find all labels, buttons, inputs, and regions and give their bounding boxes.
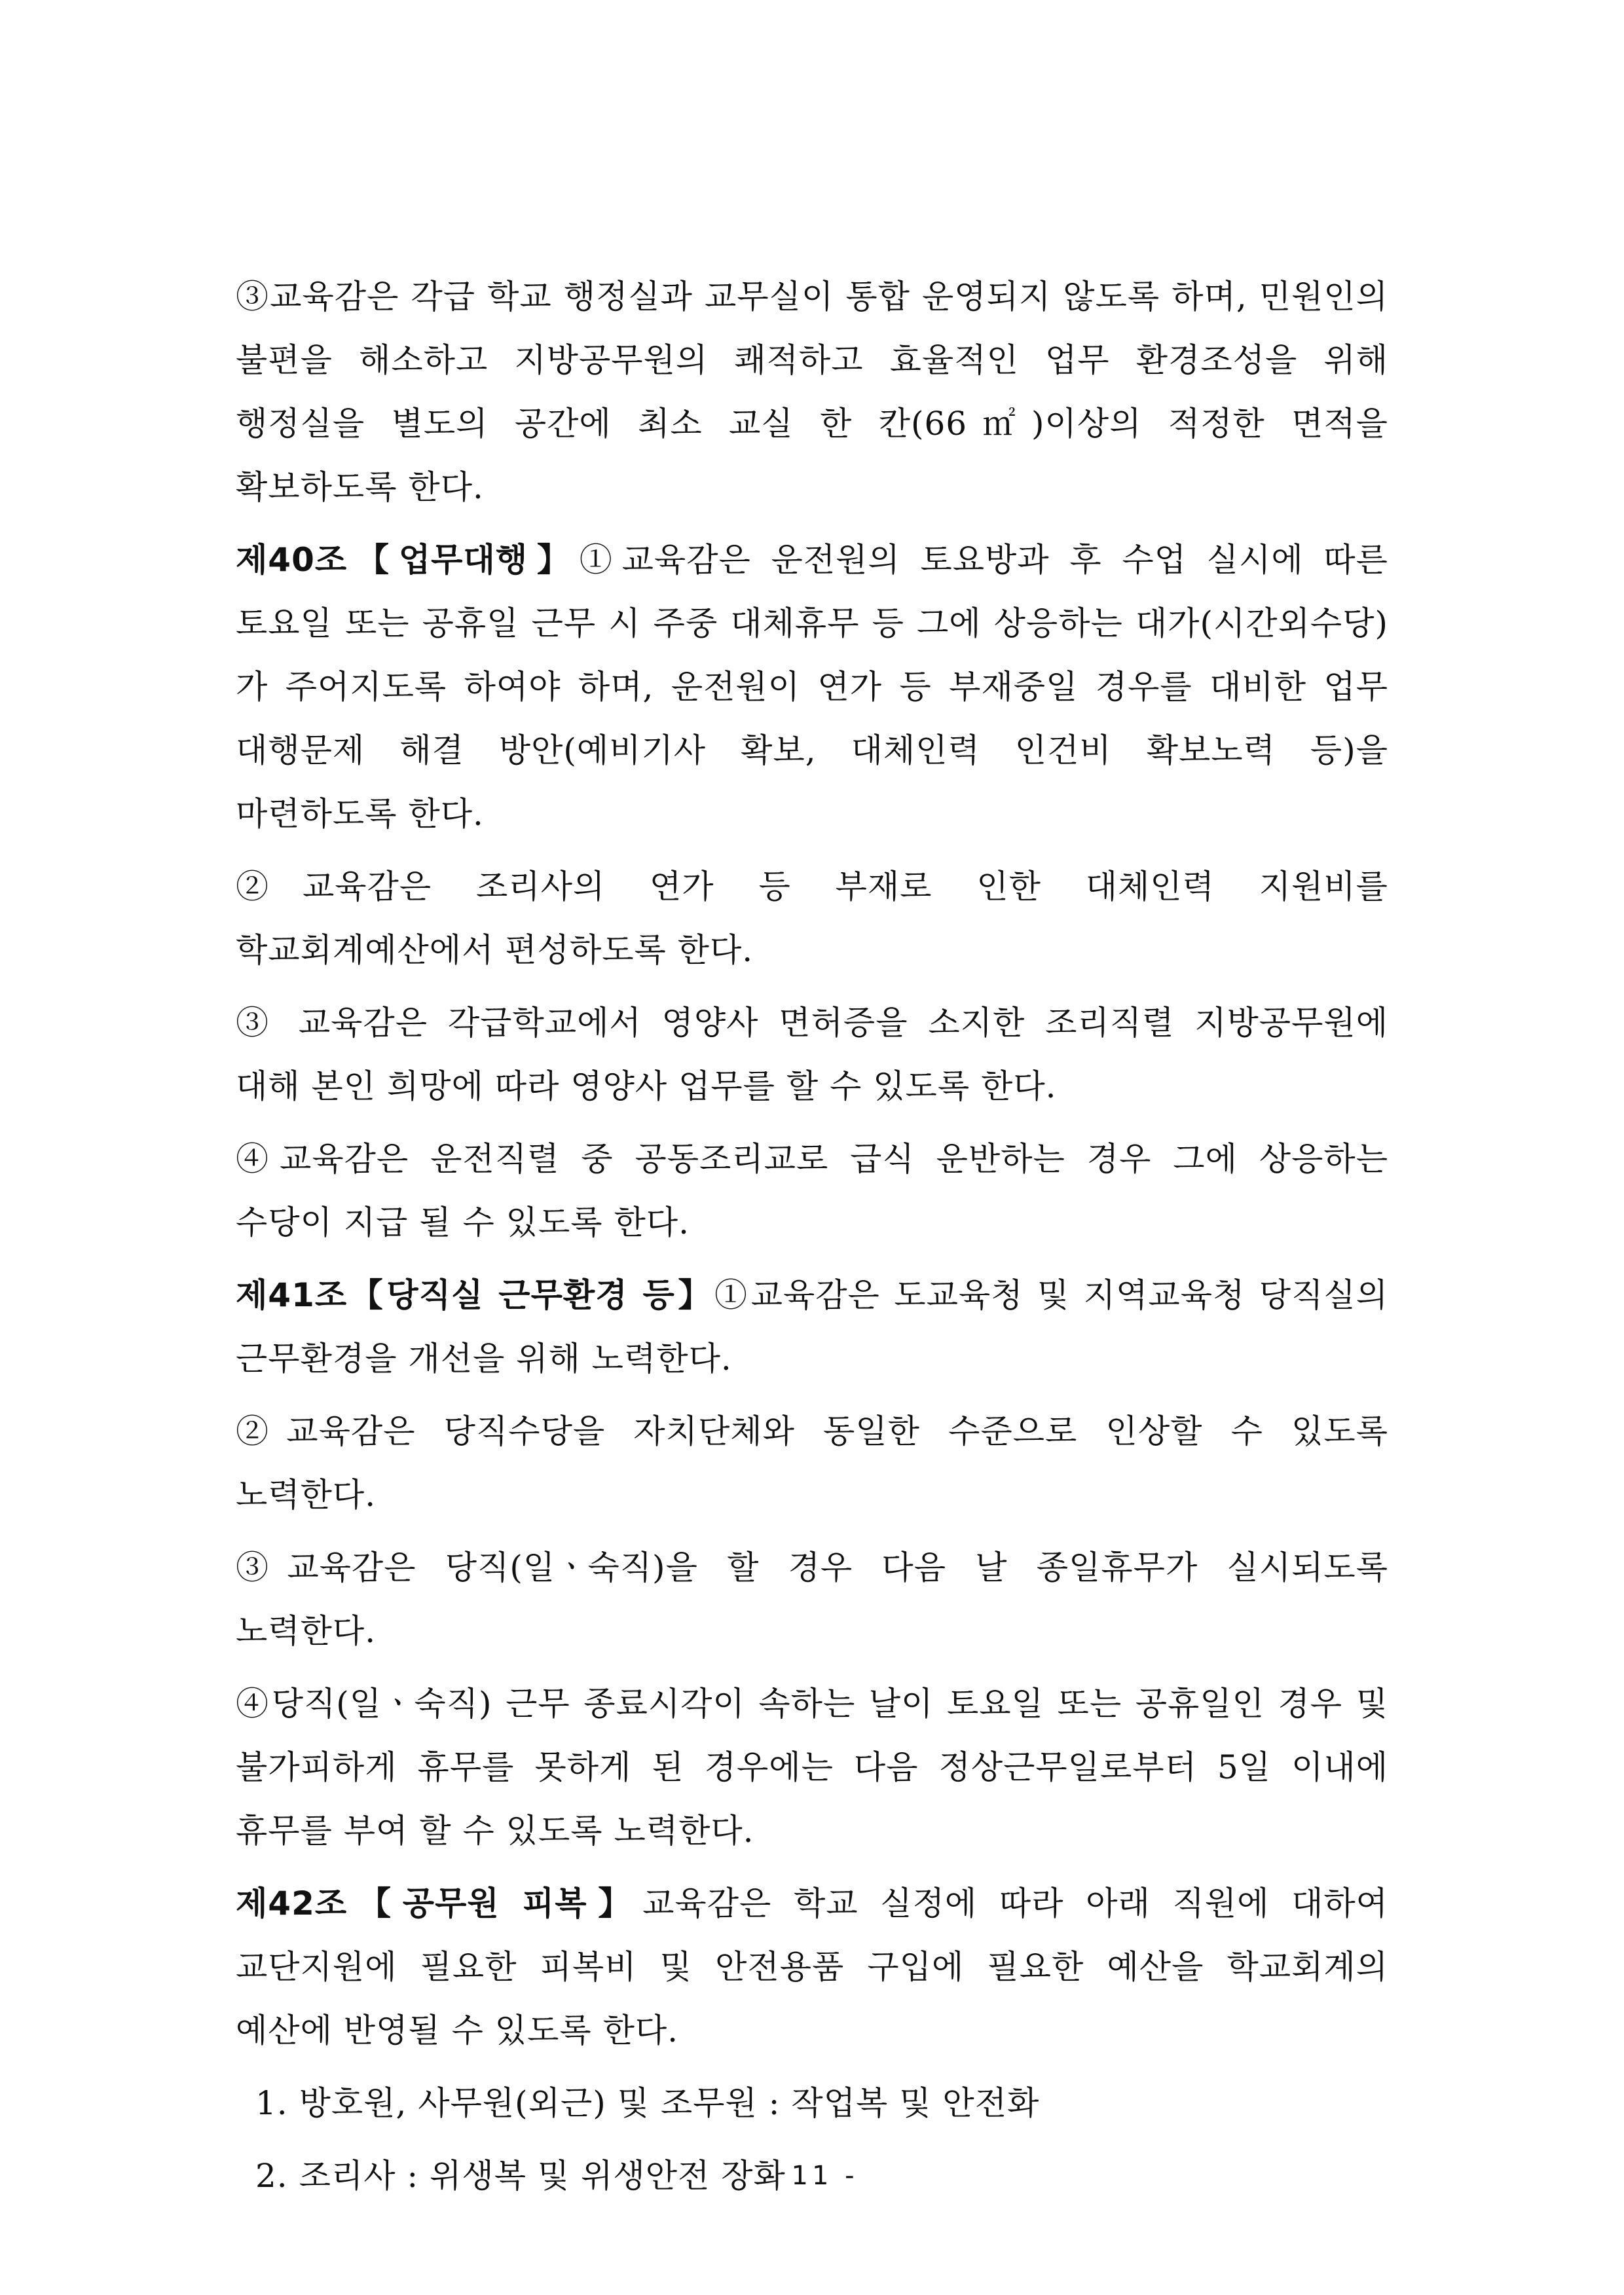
paragraph-article40-2 [236,855,1388,982]
article-number: 제41조 [236,1276,348,1314]
paragraph-text: ③교육감은 당직(일ㆍ숙직)을 할 경우 다음 날 종일휴무가 실시되도록 노력한다. [236,1549,1388,1650]
paragraph-article40-4 [236,1128,1388,1255]
paragraph-text: ②교육감은 당직수당을 자치단체와 동일한 수준으로 인상할 수 있도록 노력한다. [236,1412,1388,1514]
paragraph-text: ③ 교육감은 각급학교에서 영양사 면허증을 소지한 조리직렬 지방공무원에 대해 본인 희망에 따라 영양사 업무를 할 수 있도록 한다. [236,1004,1388,1105]
paragraph-article41-4 [236,1672,1388,1863]
paragraph-article42 [236,1872,1388,2063]
paragraph-article41-1 [236,1264,1388,1391]
article-number: 제42조 [236,1884,348,1922]
paragraph-article40-3 [236,991,1388,1118]
article-title: 【공무원 피복】 [347,1884,643,1922]
paragraph-article40-1 [236,528,1388,846]
document-body [236,265,1388,2217]
paragraph-article39-3 [236,265,1388,519]
paragraph-text: ④교육감은 운전직렬 중 공동조리교로 급식 운반하는 경우 그에 상응하는 수당이 지급 될 수 있도록 한다. [236,1140,1388,1241]
paragraph-article41-2 [236,1400,1388,1527]
paragraph-text: ②교육감은 조리사의 연가 등 부재로 인한 대체인력 지원비를 학교회계예산에서 편성하도록 한다. [236,868,1388,969]
paragraph-text: ①교육감은 운전원의 토요방과 후 수업 실시에 따른 토요일 또는 공휴일 근무 시 주중 대체휴무 등 그에 상응하는 대가(시간외수당)가 주어지도록 하여야 하며, 운전원이 연가 등 부재중일 경우를 대비한 업무 대행문제 해결 방안(예비기사 확보, 대체인력 인건비 확보노력 등)을 마련하도록 한다. [236,541,1388,833]
article-title: 【당직실 근무환경 등】 [347,1276,715,1314]
paragraph-text: ③교육감은 각급 학교 행정실과 교무실이 통합 운영되지 않도록 하며, 민원인의 불편을 해소하고 지방공무원의 쾌적하고 효율적인 업무 환경조성을 위해 행정실을 별도의 공간에 최소 교실 한 칸(66㎡)이상의 적정한 면적을 확보하도록 한다. [236,278,1388,506]
page-number: - 11 - [766,2161,858,2191]
list-item: 2. 조리사 : 위생복 및 위생안전 장화 [255,2157,786,2195]
paragraph-text: ④당직(일ㆍ숙직) 근무 종료시각이 속하는 날이 토요일 또는 공휴일인 경우 및 불가피하게 휴무를 못하게 된 경우에는 다음 정상근무일로부터 5일 이내에 휴무를 부여 할 수 있도록 노력한다. [236,1685,1388,1850]
paragraph-text: 교육감은 학교 실정에 따라 아래 직원에 대하여 교단지원에 필요한 피복비 및 안전용품 구입에 필요한 예산을 학교회계의 예산에 반영될 수 있도록 한다. [236,1884,1388,2049]
paragraph-article41-3 [236,1536,1388,1663]
list-item: 1. 방호원, 사무원(외근) 및 조무원 : 작업복 및 안전화 [255,2084,1040,2122]
article-title: 【업무대행】 [347,541,580,579]
article-number: 제40조 [236,541,348,579]
paragraph-text: ①교육감은 도교육청 및 지역교육청 당직실의 근무환경을 개선을 위해 노력한다. [236,1276,1388,1378]
